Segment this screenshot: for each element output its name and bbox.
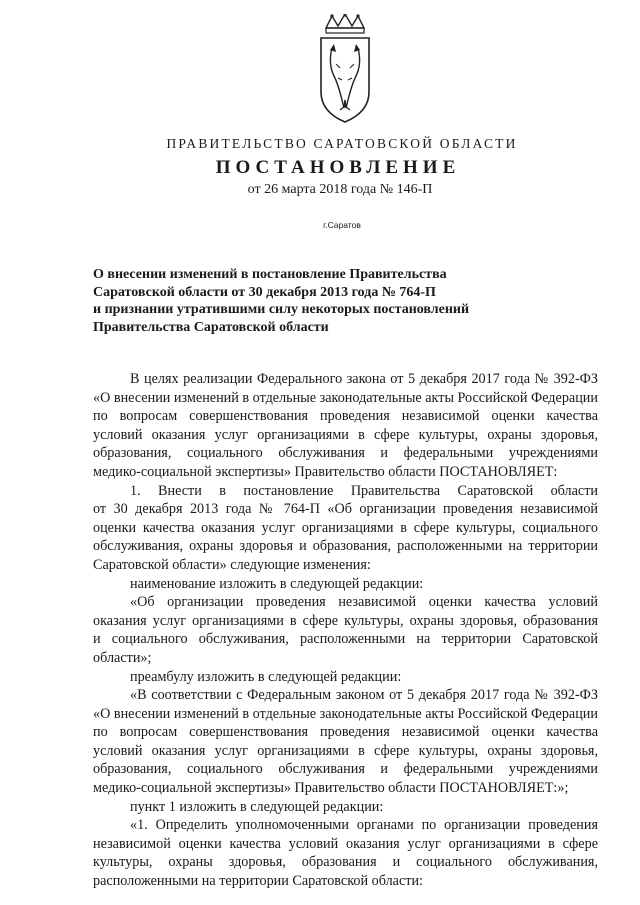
subject-line: Правительства Саратовской области: [93, 319, 329, 335]
body-line: медико-социальной экспертизы» Правительство области ПОСТАНОВЛЯЕТ:»;: [93, 780, 569, 797]
body-line: области»;: [93, 649, 152, 666]
body-line: Саратовской области» следующие изменения:: [93, 556, 371, 573]
saratov-coat-of-arms-emblem: [318, 14, 372, 124]
body-line: по вопросам совершенствования проведения независимой оценки качества: [93, 724, 598, 741]
subject-line: и признании утратившими силу некоторых постановлений: [93, 302, 470, 317]
subject-line: О внесении изменений в постановление Правительства: [93, 267, 447, 282]
body-line: преамбулу изложить в следующей редакции:: [130, 668, 402, 685]
body-line: В целях реализации Федерального закона от 5 декабря 2017 года № 392-ФЗ: [130, 371, 598, 387]
body-line: обслуживания, охраны здоровья и образования, расположенными на территории: [93, 538, 598, 555]
body-line: оказания услуг организациями в сфере культуры, охраны здоровья, образования: [93, 612, 598, 629]
body-line: условий оказания услуг организациями в сфере культуры, охраны здоровья,: [93, 426, 598, 443]
body-line: «О внесении изменений в отдельные законодательные акты Российской Федерации: [93, 705, 598, 722]
decree-body: [93, 370, 598, 891]
body-line: медико-социальной экспертизы» Правительство области ПОСТАНОВЛЯЕТ:: [93, 463, 558, 480]
body-line: образования, социального обслуживания и федеральными учреждениями: [93, 761, 598, 778]
body-line: образования, социального обслуживания и федеральными учреждениями: [93, 445, 598, 462]
body-line: культуры, охраны здоровья, образования и социального обслуживания,: [93, 854, 598, 871]
body-line: расположенными на территории Саратовской области:: [93, 873, 423, 890]
document-type-title: ПОСТАНОВЛЕНИЕ: [215, 157, 461, 178]
body-line: пункт 1 изложить в следующей редакции:: [130, 798, 384, 815]
government-name: ПРАВИТЕЛЬСТВО САРАТОВСКОЙ ОБЛАСТИ: [166, 136, 518, 151]
body-line: 1. Внести в постановление Правительства Саратовской области: [130, 482, 598, 499]
body-line: условий оказания услуг организациями в сфере культуры, охраны здоровья,: [93, 742, 598, 759]
decree-date-number: от 26 марта 2018 года № 146-П: [247, 182, 433, 197]
body-line: «1. Определить уполномоченными органами по организации проведения: [130, 817, 598, 834]
body-line: наименование изложить в следующей редакции:: [130, 575, 424, 592]
body-line: и социального обслуживания, расположенными на территории Саратовской: [93, 631, 598, 648]
body-line: оценки качества оказания услуг организациями в сфере культуры, социального: [93, 519, 598, 536]
body-line: «В соответствии с Федеральным законом от 5 декабря 2017 года № 392-ФЗ: [130, 687, 598, 704]
body-line: независимой оценки качества условий оказания услуг организациями в сфере: [93, 835, 598, 852]
city-name: г.Саратов: [323, 220, 361, 230]
body-line: «Об организации проведения независимой оценки качества условий: [130, 594, 598, 611]
subject-line: Саратовской области от 30 декабря 2013 года № 764-П: [93, 284, 436, 300]
body-line: от 30 декабря 2013 года № 764-П «Об организации проведения независимой: [93, 501, 598, 518]
decree-subject: [93, 266, 533, 336]
body-line: по вопросам совершенствования проведения независимой оценки качества: [93, 408, 598, 425]
body-line: «О внесении изменений в отдельные законодательные акты Российской Федерации: [93, 389, 598, 406]
